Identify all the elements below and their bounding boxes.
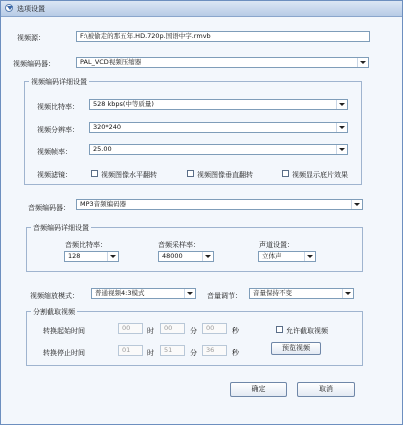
chevron-down-icon[interactable]: [351, 200, 362, 209]
video-encoder-value: PAL_VCD视频压缩器: [80, 58, 142, 66]
scale-mode-select[interactable]: [91, 288, 196, 299]
allow-clip-checkbox[interactable]: [276, 326, 283, 333]
end-time-label: 转换停止时间: [43, 349, 85, 357]
cancel-button[interactable]: 取消: [297, 382, 355, 397]
video-filter-label: 视频滤镜：: [37, 171, 72, 179]
audio-samplerate-value: 48000: [162, 252, 183, 260]
scale-mode-value: 普通视频4:3模式: [95, 289, 145, 297]
audio-encoder-label: 音频编码器：: [28, 204, 70, 212]
ok-button[interactable]: 确定: [230, 382, 287, 397]
end-minute-field[interactable]: 51: [160, 345, 185, 356]
video-source-field[interactable]: F:\被偷走的那五年.HD.720p.国语中字.rmvb: [76, 31, 370, 42]
start-second-field[interactable]: 00: [202, 323, 227, 334]
chevron-down-icon[interactable]: [357, 58, 368, 67]
audio-encoder-value: MP3音频编码器: [80, 200, 127, 208]
audio-detail-title: 音频编码详细设置: [33, 224, 89, 232]
preview-video-button[interactable]: 预览视频: [271, 342, 321, 355]
start-time-label: 转换起始时间: [43, 327, 85, 335]
audio-bitrate-label: 音频比特率：: [65, 241, 107, 249]
video-framerate-select[interactable]: [89, 144, 348, 155]
volume-value: 音量保持不变: [253, 289, 292, 297]
negative-effect-checkbox[interactable]: [282, 170, 289, 177]
audio-channels-value: 立体声: [262, 252, 282, 260]
chevron-down-icon[interactable]: [184, 289, 195, 298]
video-framerate-value: 25.00: [93, 145, 112, 153]
audio-samplerate-select[interactable]: [158, 251, 214, 262]
audio-samplerate-label: 音频采样率：: [158, 241, 200, 249]
chevron-down-icon[interactable]: [202, 252, 213, 261]
end-second-field[interactable]: 36: [202, 345, 227, 356]
hour-unit: 时: [147, 349, 154, 357]
minute-unit: 分: [190, 327, 197, 335]
chevron-down-icon[interactable]: [107, 252, 118, 261]
chevron-down-icon[interactable]: [342, 289, 353, 298]
title-bar: [1, 1, 402, 17]
video-bitrate-label: 视频比特率：: [37, 103, 79, 111]
window-title: 选项设置: [17, 5, 45, 13]
scale-mode-label: 视频缩放模式：: [30, 292, 79, 300]
start-hour-field[interactable]: 00: [118, 323, 143, 334]
chevron-down-icon[interactable]: [304, 252, 315, 261]
allow-clip-label: 允许截取视频: [286, 327, 328, 335]
chevron-down-icon[interactable]: [336, 145, 347, 154]
clip-title: 分割截取视频: [33, 308, 75, 316]
audio-bitrate-value: 128: [68, 252, 81, 260]
hflip-checkbox[interactable]: [91, 170, 98, 177]
vflip-label: 视频图像垂直翻转: [197, 171, 253, 179]
audio-encoder-select[interactable]: [76, 199, 363, 210]
video-resolution-value: 320*240: [93, 123, 122, 131]
volume-label: 音量调节：: [207, 292, 242, 300]
video-detail-title: 视频编码详细设置: [31, 78, 87, 86]
video-bitrate-select[interactable]: [89, 99, 348, 110]
end-hour-field[interactable]: 01: [118, 345, 143, 356]
hflip-label: 视频图像水平翻转: [101, 171, 157, 179]
vflip-checkbox[interactable]: [187, 170, 194, 177]
volume-select[interactable]: [249, 288, 354, 299]
video-framerate-label: 视频帧率：: [37, 148, 72, 156]
video-bitrate-value: 528 kbps(中等质量): [93, 100, 154, 108]
audio-channels-select[interactable]: [258, 251, 316, 262]
second-unit: 秒: [232, 327, 239, 335]
hour-unit: 时: [147, 327, 154, 335]
audio-bitrate-select[interactable]: [64, 251, 119, 262]
video-source-label: 视频源：: [17, 34, 45, 42]
collapse-icon[interactable]: [5, 4, 13, 12]
video-resolution-select[interactable]: [89, 122, 348, 133]
chevron-down-icon[interactable]: [336, 123, 347, 132]
minute-unit: 分: [190, 349, 197, 357]
second-unit: 秒: [232, 349, 239, 357]
audio-channels-label: 声道设置：: [259, 241, 294, 249]
start-minute-field[interactable]: 00: [160, 323, 185, 334]
video-encoder-select[interactable]: [76, 57, 369, 68]
video-resolution-label: 视频分辨率：: [37, 126, 79, 134]
chevron-down-icon[interactable]: [336, 100, 347, 109]
video-encoder-label: 视频编码器：: [13, 60, 55, 68]
negative-effect-label: 视频显示底片效果: [292, 171, 348, 179]
